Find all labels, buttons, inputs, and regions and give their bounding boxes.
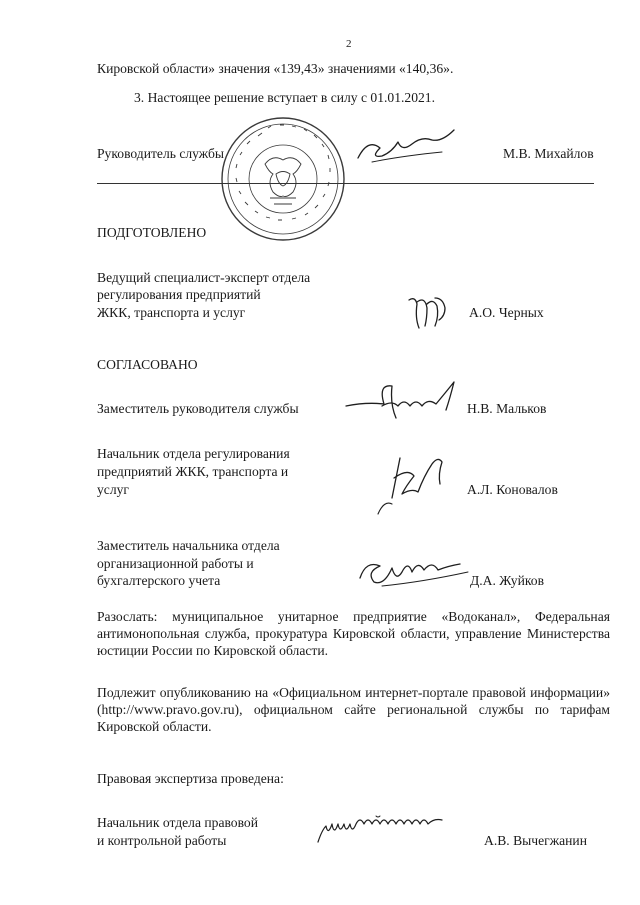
- agreed-signer-name: Д.А. Жуйков: [470, 573, 545, 588]
- head-signature-scribble: [352, 128, 460, 170]
- agreed-signature-scribble: [342, 378, 482, 424]
- agreed-position-line: предприятий ЖКК, транспорта и: [97, 464, 289, 479]
- prepared-signature-scribble: [403, 292, 453, 332]
- agreed-position-line: Начальник отдела регулирования: [97, 446, 290, 461]
- legal-position-line: и контрольной работы: [97, 833, 227, 848]
- intro-line: Кировской области» значения «139,43» значениями «140,36».: [97, 61, 454, 76]
- legal-position-line: Начальник отдела правовой: [97, 815, 259, 830]
- legal-review-statement: Правовая экспертиза проведена:: [97, 771, 284, 786]
- legal-signature-scribble: [312, 812, 484, 850]
- agreed-signer-name: Н.В. Мальков: [467, 401, 547, 416]
- agreed-signature-scribble: [370, 448, 460, 518]
- prepared-position-line: Ведущий специалист-эксперт отдела: [97, 270, 311, 285]
- prepared-position-line: регулирования предприятий: [97, 287, 261, 302]
- agreed-position-line: бухгалтерского учета: [97, 573, 221, 588]
- agreed-position-line: услуг: [97, 482, 129, 497]
- prepared-position-line: ЖКК, транспорта и услуг: [97, 305, 246, 320]
- agreed-signature-scribble: [352, 552, 472, 594]
- legal-review-name: А.В. Вычегжанин: [484, 833, 587, 848]
- separator-line: [97, 183, 594, 184]
- head-position: Руководитель службы: [97, 146, 225, 161]
- agreed-signer-name: А.Л. Коновалов: [467, 482, 558, 497]
- prepared-heading: ПОДГОТОВЛЕНО: [97, 225, 207, 240]
- page-number: 2: [346, 38, 352, 50]
- head-name: М.В. Михайлов: [503, 146, 594, 161]
- official-seal: [218, 114, 348, 244]
- agreed-heading: СОГЛАСОВАНО: [97, 357, 198, 372]
- agreed-position-line: организационной работы и: [97, 556, 254, 571]
- prepared-name: А.О. Черных: [469, 305, 544, 320]
- agreed-position-line: Заместитель начальника отдела: [97, 538, 280, 553]
- publication-paragraph: Подлежит опубликованию на «Официальном интернет-портале правовой информации» (http://www.pravo.gov.ru), официальном сайте региональной службы по тарифам Кировской области.: [97, 685, 610, 734]
- agreed-position-line: Заместитель руководителя службы: [97, 401, 299, 416]
- item-3: 3. Настоящее решение вступает в силу с 01.01.2021.: [134, 90, 435, 105]
- distribution-paragraph: Разослать: муниципальное унитарное предприятие «Водоканал», Федеральная антимонопольная служба, прокуратура Кировской области, управление Министерства юстиции России по Кировской области.: [97, 609, 610, 658]
